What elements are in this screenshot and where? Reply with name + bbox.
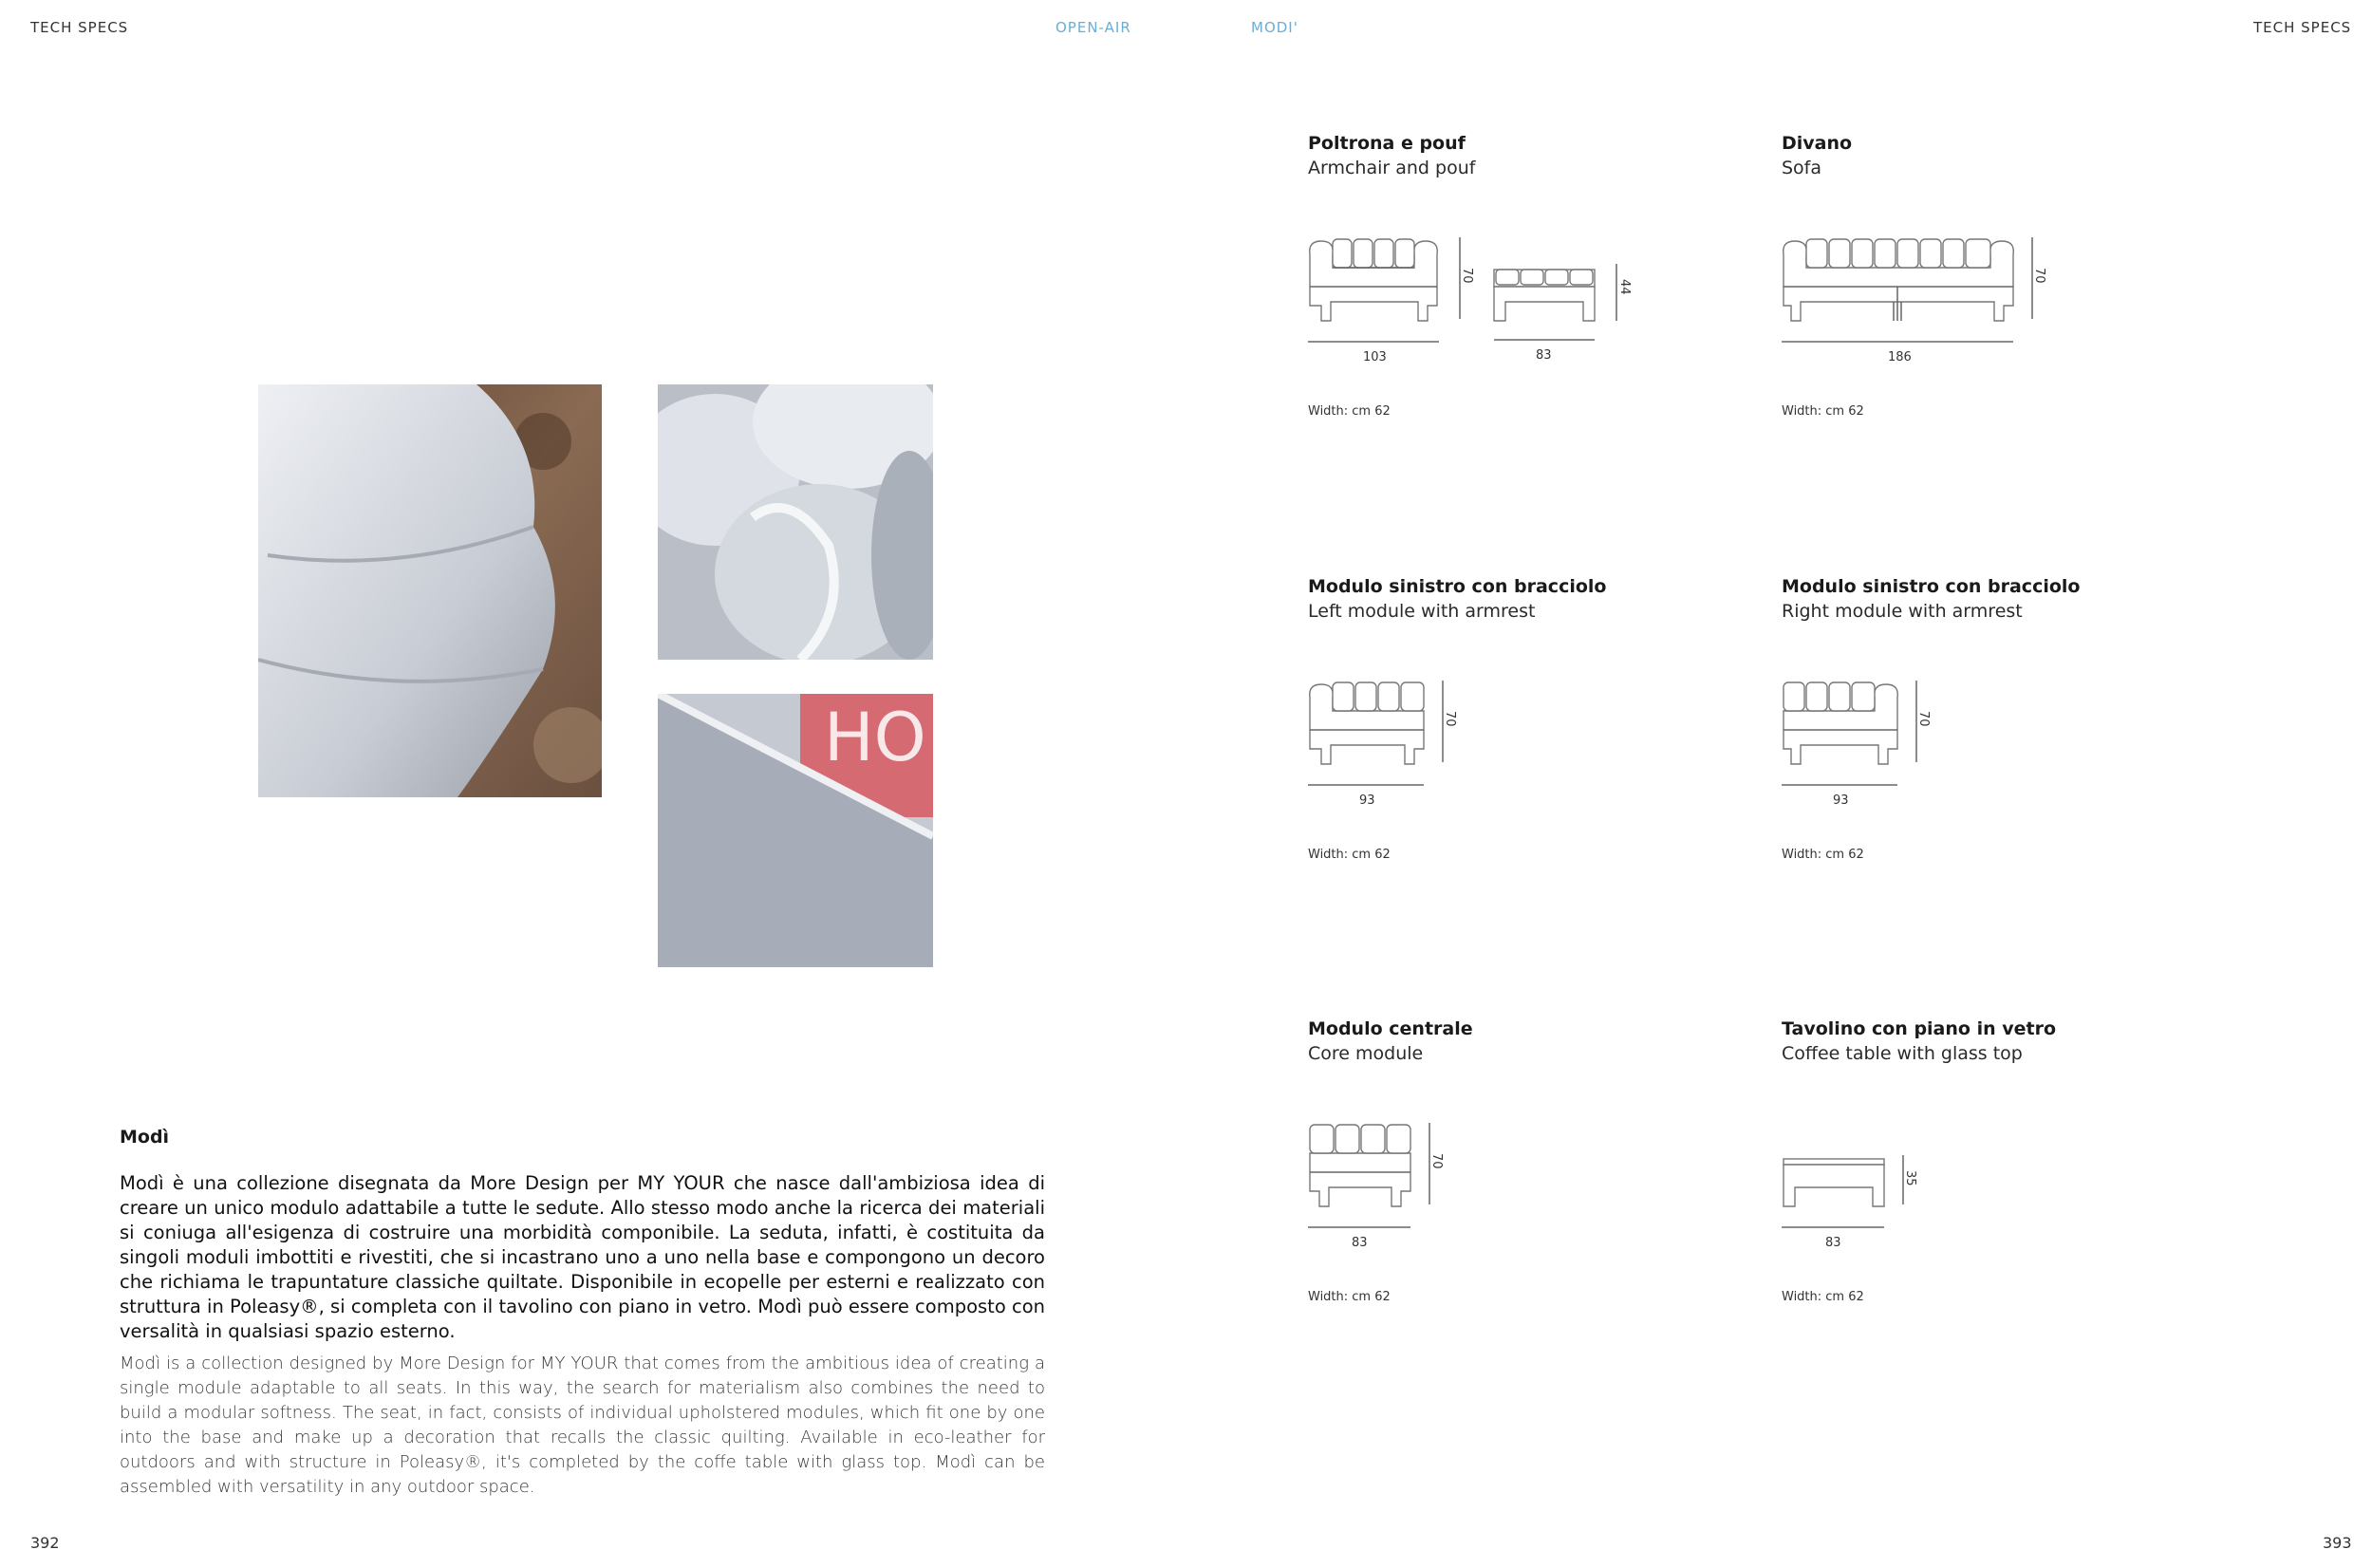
armchair-height: 70	[1460, 268, 1474, 284]
armchair-outline	[1310, 239, 1438, 321]
product-photo-cushions	[658, 384, 933, 660]
spec-core-module	[1308, 1018, 1745, 1360]
core-module-drawing	[1308, 1113, 1688, 1256]
product-name-it: Tavolino con piano in vetro	[1782, 1018, 2057, 1039]
product-name-it: Modulo centrale	[1308, 1018, 1473, 1039]
right-module-width: 93	[1833, 793, 1849, 808]
coffee-table-drawing	[1782, 1113, 2161, 1256]
product-width: Width: cm 62	[1308, 848, 1391, 862]
page-number-right: 393	[2323, 1534, 2352, 1552]
product-photo-table-detail	[658, 694, 933, 967]
left-module-outline	[1310, 682, 1424, 764]
product-name-it: Modulo sinistro con bracciolo	[1308, 576, 1607, 597]
product-name-it: Poltrona e pouf	[1308, 133, 1466, 154]
product-width: Width: cm 62	[1308, 1290, 1391, 1304]
running-header-left: TECH SPECS	[30, 19, 129, 36]
sofa-drawing	[1782, 228, 2161, 370]
product-width: Width: cm 62	[1308, 404, 1391, 419]
collection-title: Modì	[120, 1127, 170, 1148]
running-header-right: TECH SPECS	[2253, 19, 2352, 36]
product-photo-armrest	[258, 384, 602, 797]
core-module-width: 83	[1352, 1236, 1368, 1250]
product-name-en: Left module with armrest	[1308, 601, 1536, 622]
product-name-en: Armchair and pouf	[1308, 158, 1476, 178]
spec-coffee-table	[1782, 1018, 2218, 1360]
spec-armchair-and-pouf	[1308, 133, 1745, 475]
coffee-table-outline	[1784, 1159, 1884, 1206]
armchair-width: 103	[1363, 350, 1387, 364]
pouf-width: 83	[1536, 348, 1552, 363]
core-module-height: 70	[1429, 1153, 1444, 1169]
left-module-drawing	[1308, 671, 1688, 813]
spec-left-module	[1308, 576, 1745, 918]
product-name-en: Sofa	[1782, 158, 1822, 178]
svg-text:HO: HO	[824, 699, 926, 776]
section-label: OPEN-AIR	[1055, 19, 1131, 36]
product-name-it: Modulo sinistro con bracciolo	[1782, 576, 2081, 597]
product-name-en: Core module	[1308, 1043, 1424, 1064]
spec-sofa	[1782, 133, 2218, 475]
armchair-pouf-drawing	[1308, 228, 1688, 370]
product-name-en: Coffee table with glass top	[1782, 1043, 2023, 1064]
coffee-table-width: 83	[1825, 1236, 1841, 1250]
page-number-left: 392	[30, 1534, 60, 1552]
product-width: Width: cm 62	[1782, 848, 1864, 862]
left-module-width: 93	[1359, 793, 1375, 808]
sofa-width: 186	[1888, 350, 1912, 364]
collection-label: MODI'	[1251, 19, 1298, 36]
pouf-outline	[1494, 270, 1595, 321]
right-module-drawing	[1782, 671, 2161, 813]
product-name-it: Divano	[1782, 133, 1853, 154]
product-width: Width: cm 62	[1782, 1290, 1864, 1304]
product-width: Width: cm 62	[1782, 404, 1864, 419]
description-english: Modì is a collection designed by More Design for MY YOUR that comes from the ambitious idea of creating a single module adaptable to all seats. In this way, the search for materialism also combines the need to build a modular softness. The seat, in fact, consists of individual upholstered modules, which fit one by one into the base and make up a decoration that recalls the classic quilting. Available in eco-leather for outdoors and with structure in Poleasy®, it's completed by the coffe table with glass top. Modì can be assembled with versatility in any outdoor space.	[120, 1353, 1045, 1497]
sofa-height: 70	[2032, 268, 2046, 284]
core-module-outline	[1310, 1125, 1410, 1206]
right-module-outline	[1784, 682, 1897, 764]
coffee-table-height: 35	[1903, 1170, 1917, 1186]
left-module-height: 70	[1443, 711, 1457, 727]
spec-right-module	[1782, 576, 2218, 918]
pouf-height: 44	[1617, 279, 1632, 295]
product-name-en: Right module with armrest	[1782, 601, 2023, 622]
right-module-height: 70	[1916, 711, 1931, 727]
description-italian: Modì è una collezione disegnata da More Design per MY YOUR che nasce dall'ambiziosa idea di creare un unico modulo adattabile a tutte le sedute. Allo stesso modo anche la ricerca dei materiali si coniuga all'esigenza di costruire una morbidità componibile. La seduta, infatti, è costituita da singoli moduli imbottiti e rivestiti, che si incastrano uno a uno nella base e compongono un decoro che richiama le trapuntature classiche quiltate. Disponibile in ecopelle per esterni e realizzato con struttura in Poleasy®, si completa con il tavolino con piano in vetro. Modì può essere composto con versalità in qualsiasi spazio esterno.	[120, 1172, 1045, 1342]
sofa-outline	[1784, 239, 2014, 321]
